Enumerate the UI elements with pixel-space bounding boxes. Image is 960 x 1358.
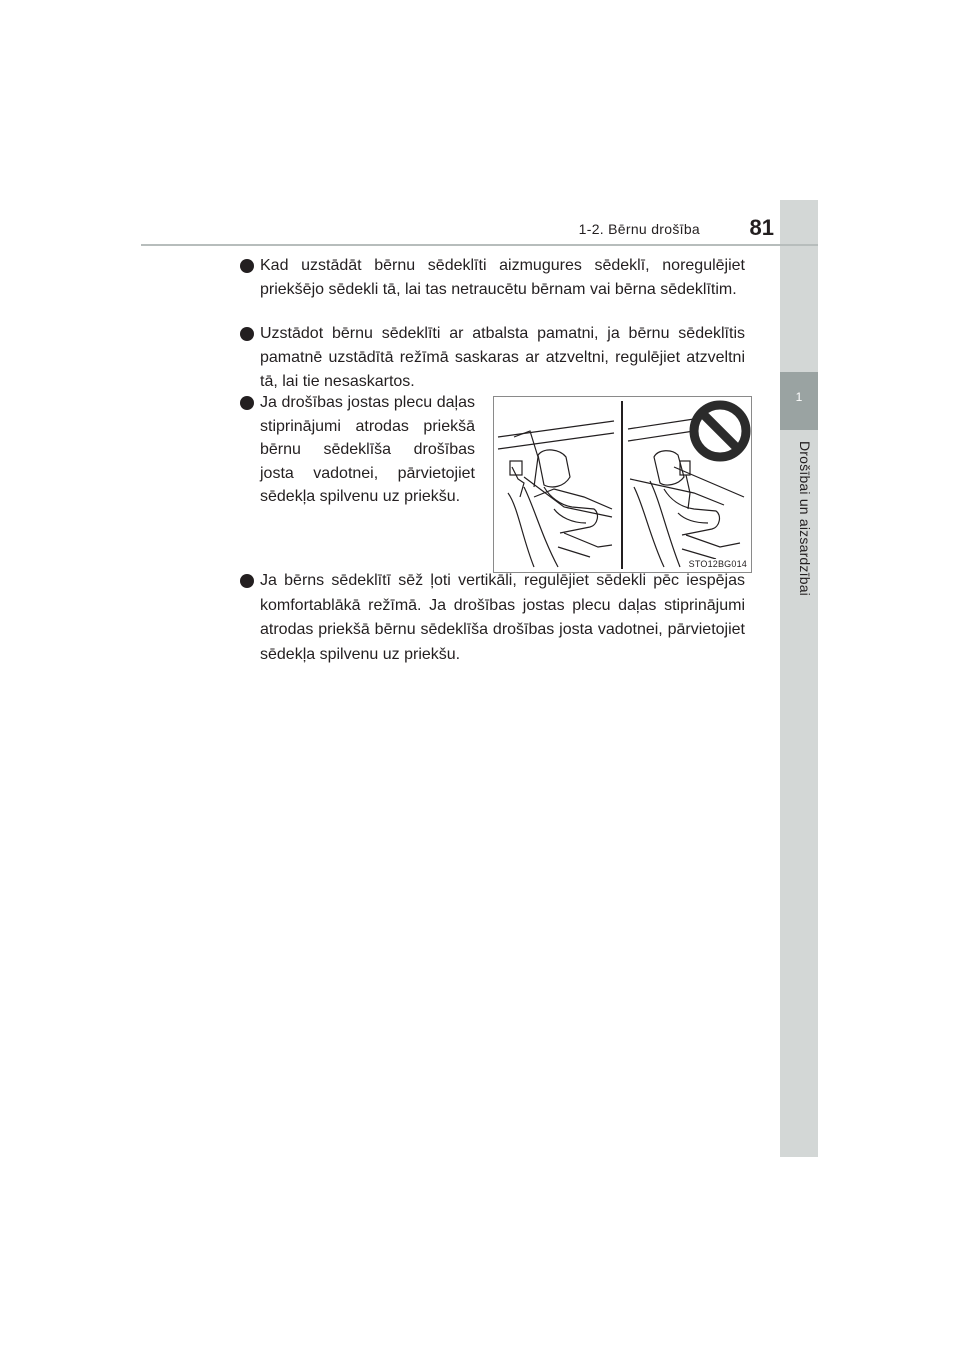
section-title: 1-2. Bērnu drošība xyxy=(578,221,700,237)
bullet-item xyxy=(240,254,745,330)
chapter-side-bar xyxy=(780,200,818,1157)
bullet-text: Ja drošības jostas plecu daļas stiprinājumi atrodas priekšā bērnu sēdeklīša drošības josta vadotnei, pārvietojiet sēdekļa spilvenu uz priekšu. xyxy=(260,394,475,505)
seat-illustration xyxy=(493,396,752,573)
chapter-title: Drošībai un aizsardzībai xyxy=(797,441,813,596)
chapter-number-tab[interactable]: 1 xyxy=(780,372,818,430)
seat-illustration-drawing xyxy=(494,397,751,572)
bullet-text: Kad uzstādāt bērnu sēdeklīti aizmugures sēdeklī, noregulējiet priekšējo sēdekli tā, lai tas netraucētu bērnam vai bērna sēdeklītim. xyxy=(260,257,745,298)
bullet-text: Ja bērns sēdeklītī sēž ļoti vertikāli, regulējiet sēdekli pēc iespējas komfortablākā režīmā. Ja drošības jostas plecu daļas stiprinājumi atrodas priekšā bērnu sēdeklīša drošības josta vadotnei, pārvietojiet sēdekļa spilvenu uz priekšu. xyxy=(260,572,745,663)
page-number: 81 xyxy=(749,215,774,240)
figure-code: STO12BG014 xyxy=(688,559,747,569)
bullet-dot-icon xyxy=(240,327,254,341)
bullet-item xyxy=(240,322,745,398)
bullet-dot-icon xyxy=(240,574,254,588)
header-rule xyxy=(141,244,818,246)
prohibition-icon xyxy=(694,405,746,457)
bullet-text: Uzstādot bērnu sēdeklīti ar atbalsta pamatni, ja bērnu sēdeklītis pamatnē uzstādītā režīmā saskaras ar atzveltni, regulējiet atzveltni tā, lai tie nesaskartos. xyxy=(260,325,745,390)
bullet-item xyxy=(240,569,745,669)
bullet-dot-icon xyxy=(240,396,254,410)
bullet-dot-icon xyxy=(240,259,254,273)
bullet-item xyxy=(240,391,475,531)
